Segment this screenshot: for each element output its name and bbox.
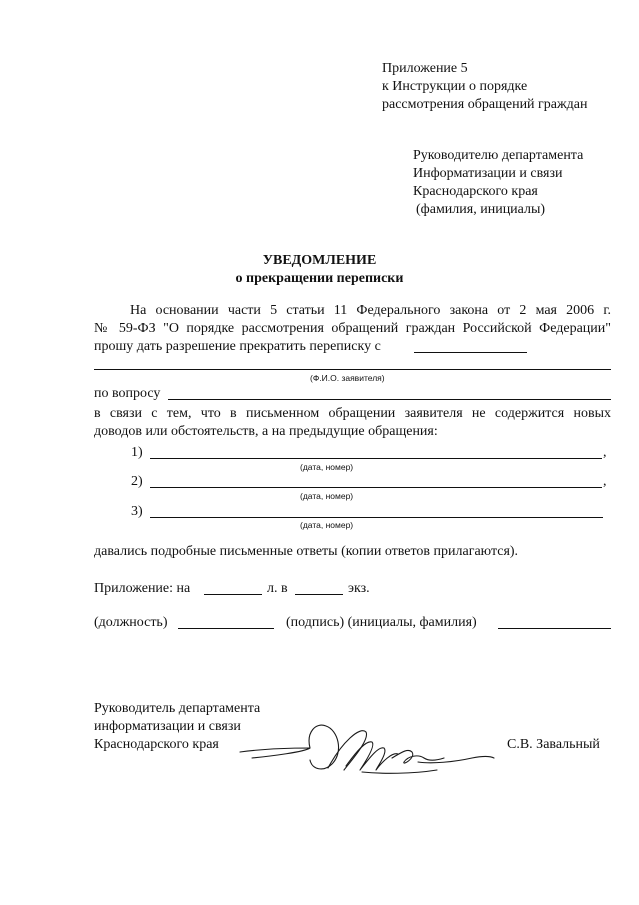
appendix-instruction: к Инструкции о порядке [382, 79, 528, 94]
item-2-blank [150, 487, 602, 488]
document-title: УВЕДОМЛЕНИЕ [262, 253, 377, 268]
document-subtitle: о прекращении переписки [235, 271, 404, 286]
attachment-copies-unit: экз. [348, 581, 370, 596]
signature-label: (подпись) (инициалы, фамилия) [286, 615, 477, 630]
applicant-name-blank [94, 369, 611, 370]
item-1-blank [150, 458, 602, 459]
paragraph-line-2: № 59-ФЗ "О порядке рассмотрения обращений граждан Российской Федерации" [94, 321, 611, 336]
item-1-caption: (дата, номер) [300, 462, 354, 472]
paragraph-line-3: прошу дать разрешение прекратить переписку с [94, 339, 381, 354]
paragraph-line-1: На основании части 5 статьи 11 Федерального закона от 2 мая 2006 г. [130, 303, 611, 318]
attachment-copies-blank [295, 594, 343, 595]
addressee-caption: (фамилия, инициалы) [416, 202, 546, 217]
item-3-blank [150, 517, 603, 518]
applicant-short-blank [414, 352, 527, 353]
addressee-line-1: Руководителю департамента [413, 148, 584, 163]
signatory-name: С.В. Завальный [507, 737, 600, 752]
question-label: по вопросу [94, 386, 161, 401]
reason-line-1: в связи с тем, что в письменном обращении заявителя не содержится новых [94, 406, 611, 421]
item-3-label: 3) [131, 504, 143, 519]
attachment-pages-blank [204, 594, 262, 595]
applicant-name-caption: (Ф.И.О. заявителя) [310, 373, 385, 383]
item-2-label: 2) [131, 474, 143, 489]
signatory-line-2: информатизации и связи [94, 719, 241, 734]
item-1-label: 1) [131, 445, 143, 460]
attachment-label: Приложение: на [94, 581, 191, 596]
position-label: (должность) [94, 615, 168, 630]
item-2-caption: (дата, номер) [300, 491, 354, 501]
signatory-line-1: Руководитель департамента [94, 701, 261, 716]
position-blank [178, 628, 274, 629]
item-2-comma: , [603, 474, 607, 489]
signatory-line-3: Краснодарского края [94, 737, 219, 752]
appendix-number: Приложение 5 [382, 61, 468, 76]
signature-blank [498, 628, 611, 629]
answers-line: давались подробные письменные ответы (копии ответов прилагаются). [94, 544, 519, 559]
item-1-comma: , [603, 445, 607, 460]
question-blank [168, 399, 611, 400]
addressee-line-2: Информатизации и связи [413, 166, 563, 181]
reason-line-2: доводов или обстоятельств, а на предыдущие обращения: [94, 424, 438, 439]
attachment-pages-unit: л. в [267, 581, 288, 596]
signature-icon [232, 712, 497, 784]
item-3-caption: (дата, номер) [300, 520, 354, 530]
addressee-line-3: Краснодарского края [413, 184, 538, 199]
appendix-subject: рассмотрения обращений граждан [382, 97, 588, 112]
